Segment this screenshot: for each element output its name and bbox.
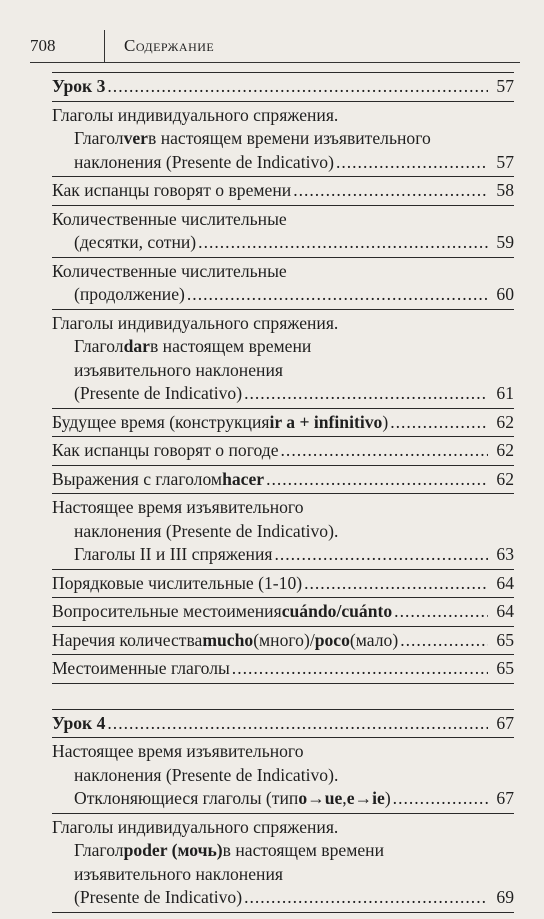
entry-keyword: dar (123, 336, 150, 356)
entry-text: Будущее время (конструкция (52, 411, 270, 432)
entry-text: Глагол (74, 336, 124, 356)
toc-entry (52, 177, 514, 206)
entry-text: Настоящее время изъявительного (52, 741, 304, 761)
page-ref: 62 (496, 411, 514, 432)
page-ref: 65 (496, 629, 514, 650)
entry-text: наклонения (Presente de Indicativo) (74, 151, 334, 172)
page-ref: 67 (496, 788, 514, 808)
page-ref: 64 (496, 572, 514, 593)
entry-text: Выражения с глаголом (52, 468, 223, 489)
page-ref: 65 (496, 658, 514, 678)
entry-text: (Presente de Indicativo) (74, 383, 243, 403)
entry-text: (десятки, сотни) (74, 232, 197, 252)
entry-text: Количественные числительные (52, 208, 287, 229)
page-ref: 63 (496, 544, 514, 564)
toc-entry (52, 627, 514, 656)
entry-text: ) (384, 788, 391, 808)
entry-keyword: e→ie (346, 788, 385, 808)
page-ref: 60 (496, 284, 514, 304)
entry-text: Вопросительные местоимения (52, 601, 282, 621)
running-header (30, 30, 520, 62)
page-ref: 67 (496, 712, 514, 733)
entry-text: Отклоняющиеся глаголы (тип (74, 788, 299, 808)
toc-entry (52, 466, 514, 495)
page-ref: 61 (496, 383, 514, 403)
toc-entry (52, 102, 514, 178)
toc-entry (52, 738, 514, 814)
entry-text: Порядковые числительные (1-10) (52, 572, 303, 593)
entry-text: Глаголы индивидуального спряжения. (52, 312, 339, 333)
entry-text: ) (382, 411, 389, 432)
toc-entry (52, 409, 514, 438)
entry-keyword: ir a + infinitivo (269, 411, 383, 432)
lesson-title: Урок 3 (52, 76, 106, 96)
page-ref: 62 (496, 468, 514, 489)
entry-text: Глагол (74, 840, 124, 860)
table-of-contents (52, 72, 514, 913)
entry-text: Глаголы индивидуального спряжения. (52, 104, 339, 125)
entry-text: в настоящем времени (222, 840, 384, 860)
entry-keyword: cuándo/cuánto (281, 601, 393, 621)
header-divider (104, 30, 105, 62)
entry-text: Глагол (74, 128, 124, 148)
entry-text: наклонения (Presente de Indicativo). (74, 764, 339, 785)
toc-entry (52, 814, 514, 913)
entry-text: наклонения (Presente de Indicativo). (74, 520, 339, 541)
entry-keyword: o→ue (298, 788, 343, 808)
entry-text: (Presente de Indicativo) (74, 887, 243, 907)
toc-entry (52, 598, 514, 627)
entry-keyword: ver (123, 128, 148, 148)
entry-text: изъявительного наклонения (74, 359, 283, 380)
page-ref: 62 (496, 440, 514, 460)
toc-entry (52, 258, 514, 310)
entry-text: (мало) (349, 629, 399, 650)
toc-entry (52, 494, 514, 570)
entry-keyword: poder (мочь) (123, 840, 223, 860)
page-number: 708 (30, 36, 56, 55)
entry-text: Количественные числительные (52, 260, 287, 281)
entry-text: в настоящем времени изъявительного (147, 128, 431, 148)
entry-text: Как испанцы говорят о времени (52, 180, 292, 200)
entry-text: Наречия количества (52, 629, 203, 650)
page-ref: 64 (496, 601, 514, 621)
page-ref: 69 (496, 887, 514, 907)
page-ref: 58 (496, 180, 514, 200)
entry-keyword: hacer (222, 468, 265, 489)
toc-lesson-4 (52, 709, 514, 739)
toc-entry (52, 437, 514, 466)
entry-text: Как испанцы говорят о погоде (52, 440, 279, 460)
entry-keyword: mucho (202, 629, 254, 650)
entry-text: Настоящее время изъявительного (52, 497, 304, 517)
lesson-title: Урок 4 (52, 712, 106, 733)
toc-entry (52, 655, 514, 684)
header-rule (30, 62, 520, 63)
page-ref: 57 (496, 151, 514, 172)
entry-text: Местоименные глаголы (52, 658, 230, 678)
entry-text: Глаголы индивидуального спряжения. (52, 816, 339, 837)
page-ref: 59 (496, 232, 514, 252)
entry-text: в настоящем времени (149, 336, 312, 356)
page-ref: 57 (496, 76, 514, 96)
entry-text: , (342, 788, 347, 808)
entry-keyword: poco (314, 629, 350, 650)
toc-entry (52, 310, 514, 409)
running-title: Содержание (124, 36, 215, 55)
entry-text: Глаголы II и III спряжения (74, 544, 273, 564)
toc-entry (52, 570, 514, 599)
entry-text: (много)/ (253, 629, 315, 650)
toc-lesson-3 (52, 72, 514, 102)
entry-text: изъявительного наклонения (74, 863, 283, 884)
entry-text: (продолжение) (74, 284, 185, 304)
toc-entry (52, 206, 514, 258)
